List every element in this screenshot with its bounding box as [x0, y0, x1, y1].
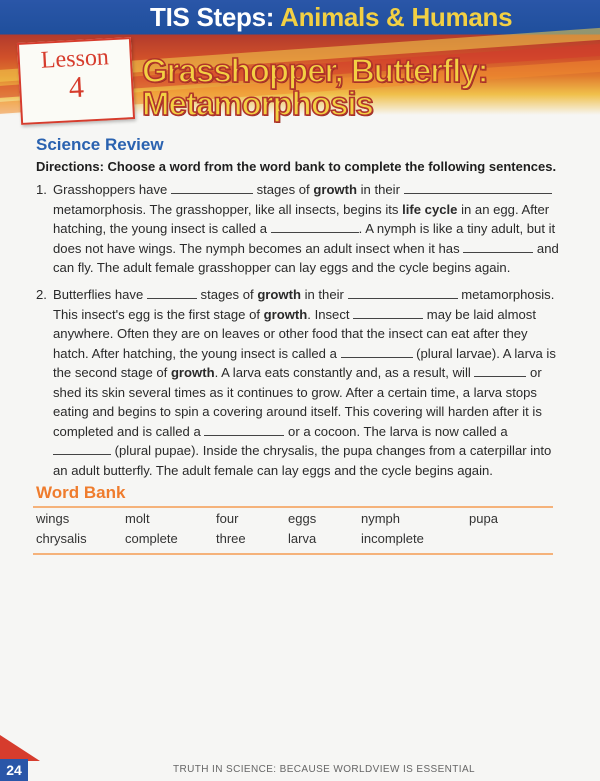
question-1 — [36, 180, 566, 278]
answer-blank[interactable] — [271, 220, 359, 233]
answer-blank[interactable] — [171, 181, 253, 194]
answer-blank[interactable] — [147, 286, 197, 299]
text-segment: stages of — [200, 287, 254, 302]
answer-blank[interactable] — [353, 306, 423, 319]
text-segment: in an egg. After hatching, the young insect is called a — [53, 201, 550, 236]
answer-blank[interactable] — [204, 423, 284, 436]
answer-blank[interactable] — [341, 345, 413, 358]
word-bank-word: four — [216, 511, 239, 526]
corner-decoration — [0, 735, 40, 761]
series-title — [150, 2, 512, 33]
word-bank-word: pupa — [469, 511, 498, 526]
word-bank-word: complete — [125, 531, 178, 546]
text-segment: (plural pupae). Inside the chrysalis, the pupa changes from a caterpillar into an adult butterfly. The adult female can lay eggs and the cycle begins again. — [53, 443, 552, 478]
text-segment: stages of — [256, 182, 310, 197]
page-number: 24 — [0, 759, 28, 781]
word-bank-bottom-rule — [33, 553, 553, 555]
science-review-heading: Science Review — [36, 135, 164, 154]
question-text — [53, 180, 566, 278]
word-bank-word: incomplete — [361, 531, 424, 546]
bold-term: life cycle — [402, 201, 458, 217]
answer-blank[interactable] — [463, 240, 533, 253]
text-segment: . A nymph is like a tiny adult, but it does not have wings. The nymph becomes an adult insect when it has — [53, 221, 556, 256]
directions-text: Directions: Choose a word from the word bank to complete the following sentences. — [36, 159, 557, 174]
text-segment: (plural larvae). A larva is the second stage of — [53, 345, 556, 380]
answer-blank[interactable] — [348, 286, 458, 299]
series-topic: Animals & Humans — [280, 2, 513, 32]
bold-term: growth — [313, 182, 357, 197]
answer-blank[interactable] — [53, 442, 111, 455]
word-bank-word: molt — [125, 511, 150, 526]
question-number: 1. — [36, 182, 47, 197]
answer-blank[interactable] — [404, 181, 552, 194]
text-segment: . A larva eats constantly and, as a result, will — [214, 365, 471, 380]
question-text — [53, 285, 566, 480]
text-segment: Grasshoppers have — [53, 182, 168, 197]
text-segment: or shed its skin several times as it continues to grow. After a certain time, a larva stops eating and begins to spin a covering around itself. This covering will harden after it is completed and is called a — [53, 365, 542, 439]
text-segment: in their — [304, 287, 344, 302]
word-bank-heading: Word Bank — [36, 483, 126, 502]
answer-blank[interactable] — [474, 364, 526, 377]
bold-term: growth — [257, 287, 301, 302]
word-bank-word: larva — [288, 531, 317, 546]
question-number: 2. — [36, 287, 47, 302]
bold-term: growth — [263, 306, 308, 322]
footer-tagline: TRUTH IN SCIENCE: BECAUSE WORLDVIEW IS ESSENTIAL — [173, 764, 476, 775]
word-bank-word: three — [216, 531, 246, 546]
page-title — [142, 54, 488, 120]
text-segment: Butterflies have — [53, 287, 144, 302]
title-line-1: Grasshopper, Butterfly: — [142, 52, 488, 89]
text-segment: metamorphosis. The grasshopper, like all insects, begins its — [53, 201, 399, 217]
word-bank-word: wings — [36, 511, 70, 526]
text-segment: metamorphosis. This insect's egg is the first stage of — [53, 287, 555, 322]
lesson-number: 4 — [67, 70, 85, 105]
word-bank-word: nymph — [361, 511, 401, 526]
word-bank-top-rule — [33, 506, 553, 508]
text-segment: in their — [360, 182, 400, 197]
lesson-label: Lesson — [40, 44, 110, 74]
title-line-2: Metamorphosis — [142, 85, 373, 122]
text-segment: . Insect — [307, 306, 350, 322]
question-2 — [36, 285, 566, 480]
text-segment: may be laid almost anywhere. Often they are on leaves or other food that the insect can eat after they hatch. After hatching, the young insect is called a — [53, 306, 536, 361]
lesson-badge — [17, 37, 135, 125]
bold-term: growth — [170, 365, 215, 380]
word-bank-word: chrysalis — [36, 531, 87, 546]
series-prefix: TIS Steps: — [150, 2, 281, 32]
text-segment: or a cocoon. The larva is now called a — [288, 423, 508, 439]
text-segment: and can fly. The adult female grasshopper can lay eggs and the cycle begins again. — [53, 240, 559, 275]
word-bank-word: eggs — [288, 511, 317, 526]
